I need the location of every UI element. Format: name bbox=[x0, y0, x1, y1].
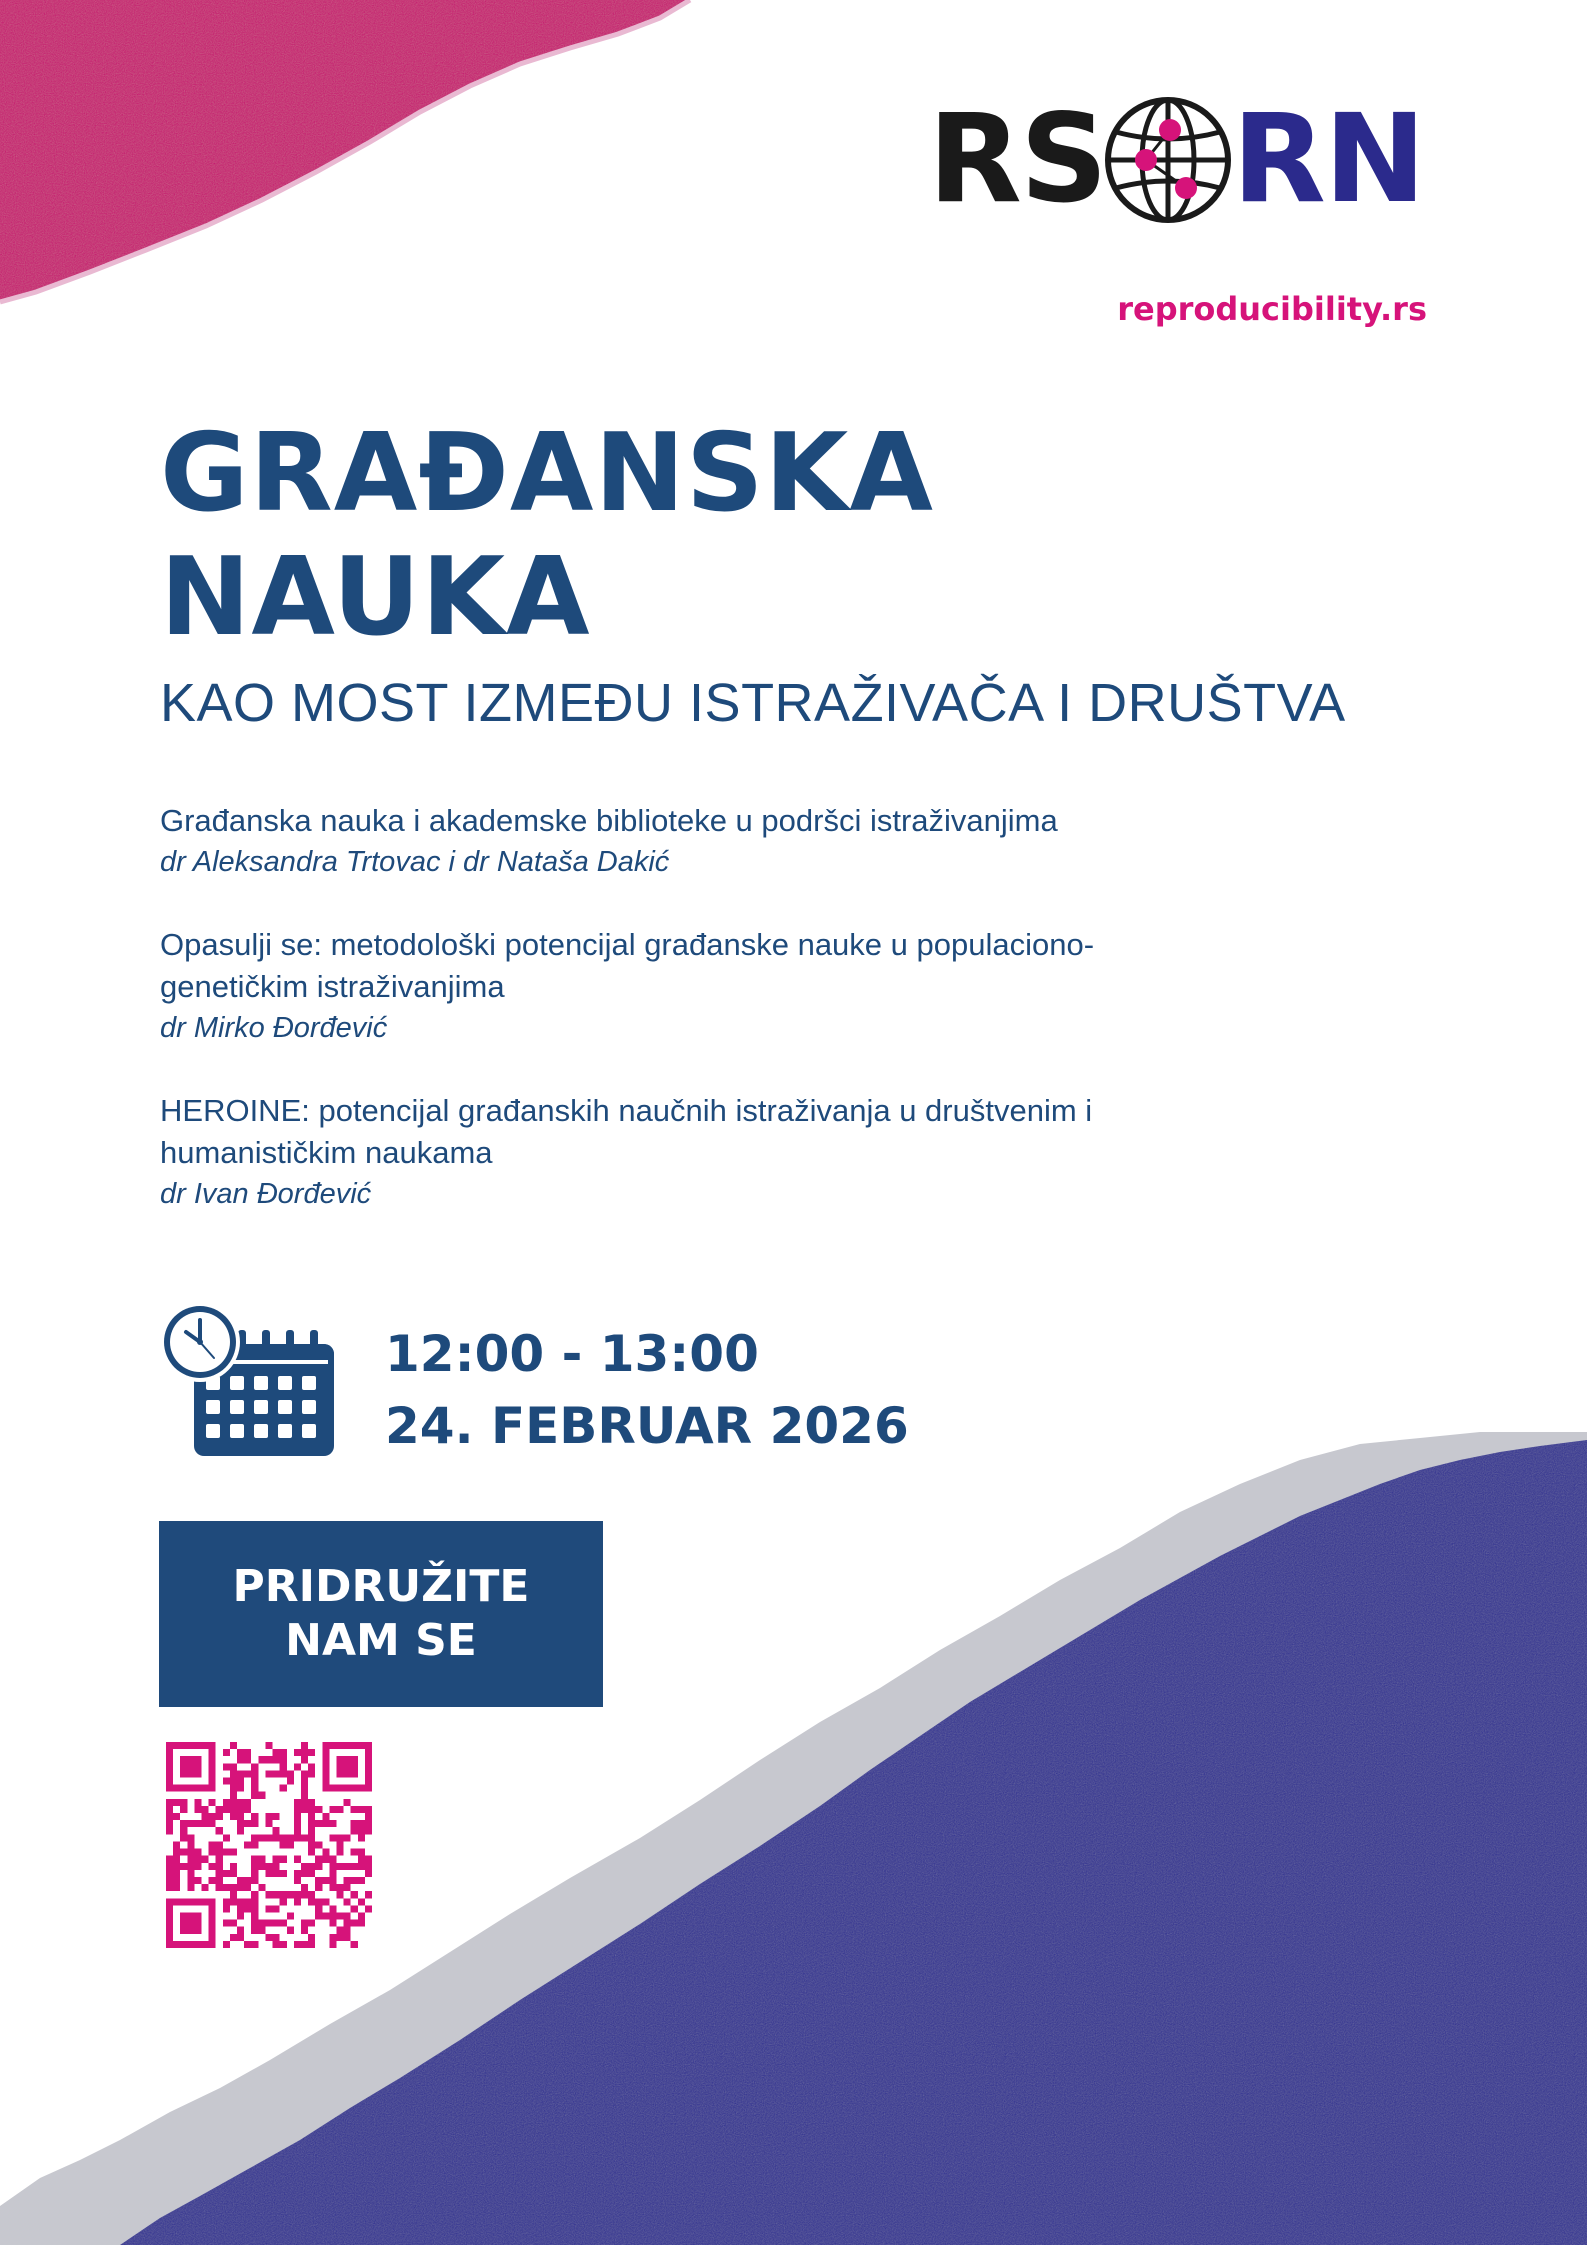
website-link[interactable]: reproducibility.rs bbox=[1117, 290, 1427, 328]
page-title bbox=[160, 412, 934, 660]
talk-title: Opasulji se: metodološki potencijal građanske nauke u populaciono- bbox=[160, 927, 1095, 962]
calendar-clock-icon bbox=[158, 1300, 338, 1460]
talk-title: Građanska nauka i akademske biblioteke u podršci istraživanjima bbox=[160, 803, 1058, 838]
join-button-line-2: NAM SE bbox=[285, 1615, 477, 1666]
qr-code-icon[interactable] bbox=[166, 1742, 372, 1948]
title-line-2: NAUKA bbox=[160, 535, 591, 660]
page-subtitle: KAO MOST IZMEĐU ISTRAŽIVAČA I DRUŠTVA bbox=[160, 673, 1346, 733]
join-button-line-1: PRIDRUŽITE bbox=[232, 1561, 530, 1612]
rsorn-logo bbox=[928, 88, 1430, 230]
event-date: 24. FEBRUAR 2026 bbox=[385, 1397, 909, 1455]
logo-text-rs: RS bbox=[928, 88, 1106, 230]
talk-speaker: dr Mirko Đorđević bbox=[160, 1012, 388, 1044]
logo-text-rn: RN bbox=[1232, 88, 1425, 230]
talk-item bbox=[160, 1090, 1260, 1215]
talk-item bbox=[160, 924, 1260, 1049]
talk-title: HEROINE: potencijal građanskih naučnih istraživanja u društvenim i bbox=[160, 1093, 1093, 1128]
title-line-1: GRAĐANSKA bbox=[160, 411, 934, 536]
event-time: 12:00 - 13:00 bbox=[385, 1325, 759, 1383]
talk-list bbox=[160, 800, 1260, 1256]
talk-item bbox=[160, 800, 1260, 883]
join-button[interactable] bbox=[159, 1521, 603, 1707]
event-datetime bbox=[385, 1318, 909, 1462]
globe-network-icon bbox=[1102, 94, 1234, 226]
talk-title-continued: humanističkim naukama bbox=[160, 1135, 493, 1170]
talk-speaker: dr Ivan Đorđević bbox=[160, 1178, 372, 1210]
talk-speaker: dr Aleksandra Trtovac i dr Nataša Dakić bbox=[160, 846, 670, 878]
talk-title-continued: genetičkim istraživanjima bbox=[160, 969, 505, 1004]
